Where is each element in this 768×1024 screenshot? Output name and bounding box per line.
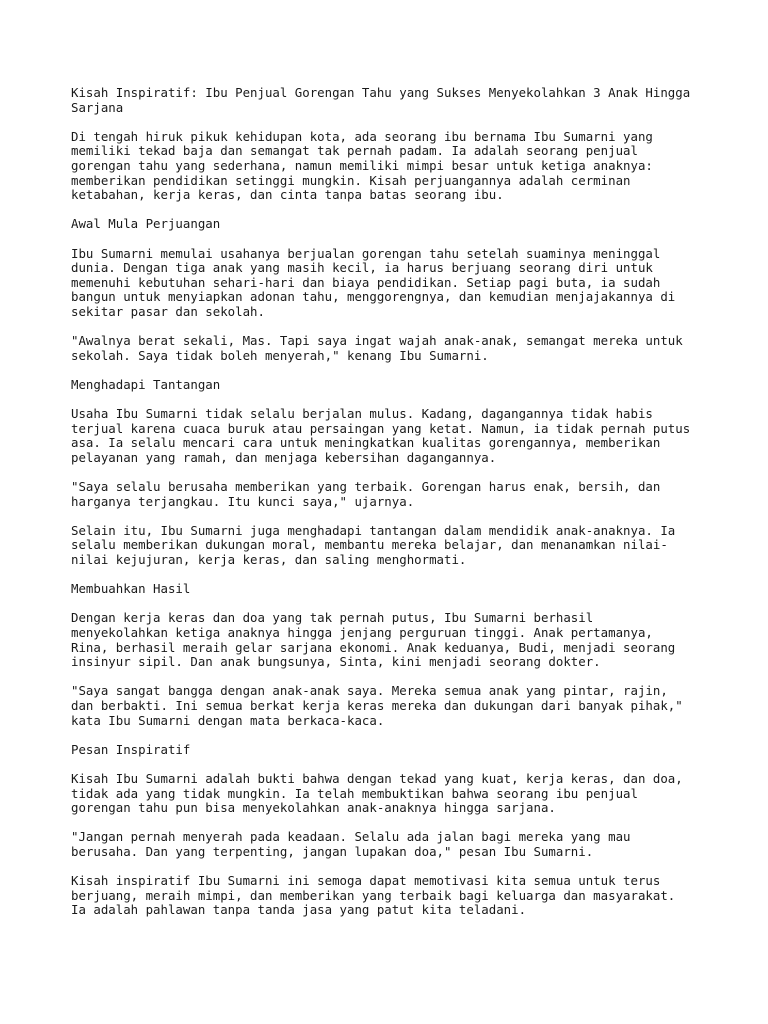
quote-paragraph: "Saya sangat bangga dengan anak-anak saya. Mereka semua anak yang pintar, rajin, dan berbakti. Ini semua berkat kerja keras mereka dan dukungan dari banyak pihak," kata Ibu Sumarni dengan mata berkaca-kaca.	[71, 683, 683, 728]
document-title: Kisah Inspiratif: Ibu Penjual Gorengan Tahu yang Sukses Menyekolahkan 3 Anak Hingga Sarjana	[71, 85, 691, 115]
closing-paragraph: Kisah inspiratif Ibu Sumarni ini semoga dapat memotivasi kita semua untuk terus berjuang, meraih mimpi, dan memberikan yang terbaik bagi keluarga dan masyarakat. Ia adalah pahlawan tanpa tanda jasa yang patut kita teladani.	[71, 873, 676, 918]
section-heading-pesan: Pesan Inspiratif	[71, 741, 191, 757]
paragraph: Usaha Ibu Sumarni tidak selalu berjalan mulus. Kadang, dagangannya tidak habis terjual karena cuaca buruk atau persaingan yang ketat. Namun, ia tidak pernah putus asa. Ia selalu mencari cara untuk meningkatkan kualitas gorengannya, memberikan pelayanan yang ramah, dan menjaga kebersihan dagangannya.	[71, 406, 691, 465]
paragraph: Ibu Sumarni memulai usahanya berjualan gorengan tahu setelah suaminya meninggal dunia. Dengan tiga anak yang masih kecil, ia harus berjuang seorang diri untuk memenuhi kebutuhan sehari-hari dan biaya pendidikan. Setiap pagi buta, ia sudah bangun untuk menyiapkan adonan tahu, menggorengnya, dan kemudian menjajakannya di sekitar pasar dan sekolah.	[71, 245, 676, 319]
quote-paragraph: "Awalnya berat sekali, Mas. Tapi saya ingat wajah anak-anak, semangat mereka untuk sekolah. Saya tidak boleh menyerah," kenang Ibu Sumarni.	[71, 333, 683, 363]
quote-paragraph: "Saya selalu berusaha memberikan yang terbaik. Gorengan harus enak, bersih, dan harganya terjangkau. Itu kunci saya," ujarnya.	[71, 479, 661, 509]
intro-paragraph: Di tengah hiruk pikuk kehidupan kota, ada seorang ibu bernama Ibu Sumarni yang memiliki tekad baja dan semangat tak pernah padam. Ia adalah seorang penjual gorengan tahu yang sederhana, namun memiliki mimpi besar untuk ketiga anaknya: memberikan pendidikan setinggi mungkin. Kisah perjuangannya adalah cerminan ketabahan, kerja keras, dan cinta tanpa batas seorang ibu.	[71, 128, 653, 203]
paragraph: Kisah Ibu Sumarni adalah bukti bahwa dengan tekad yang kuat, kerja keras, dan doa, tidak ada yang tidak mungkin. Ia telah membuktikan bahwa seorang ibu penjual gorengan tahu pun bisa menyekolahkan anak-anaknya hingga sarjana.	[71, 770, 683, 816]
section-heading-tantangan: Menghadapi Tantangan	[71, 376, 221, 392]
section-heading-hasil: Membuahkan Hasil	[71, 581, 191, 597]
section-heading-awal-mula: Awal Mula Perjuangan	[71, 216, 221, 232]
quote-paragraph: "Jangan pernah menyerah pada keadaan. Selalu ada jalan bagi mereka yang mau berusaha. Dan yang terpenting, jangan lupakan doa," pesan Ibu Sumarni.	[71, 829, 631, 859]
document-page	[71, 86, 711, 932]
paragraph: Dengan kerja keras dan doa yang tak pernah putus, Ibu Sumarni berhasil menyekolahkan ketiga anaknya hingga jenjang perguruan tinggi. Anak pertamanya, Rina, berhasil meraih gelar sarjana ekonomi. Anak keduanya, Budi, menjadi seorang insinyur sipil. Dan anak bungsunya, Sinta, kini menjadi seorang dokter.	[71, 610, 676, 670]
paragraph: Selain itu, Ibu Sumarni juga menghadapi tantangan dalam mendidik anak-anaknya. Ia selalu memberikan dukungan moral, membantu mereka belajar, dan menanamkan nilai- nilai kejujuran, kerja keras, dan saling menghormati.	[71, 522, 676, 567]
